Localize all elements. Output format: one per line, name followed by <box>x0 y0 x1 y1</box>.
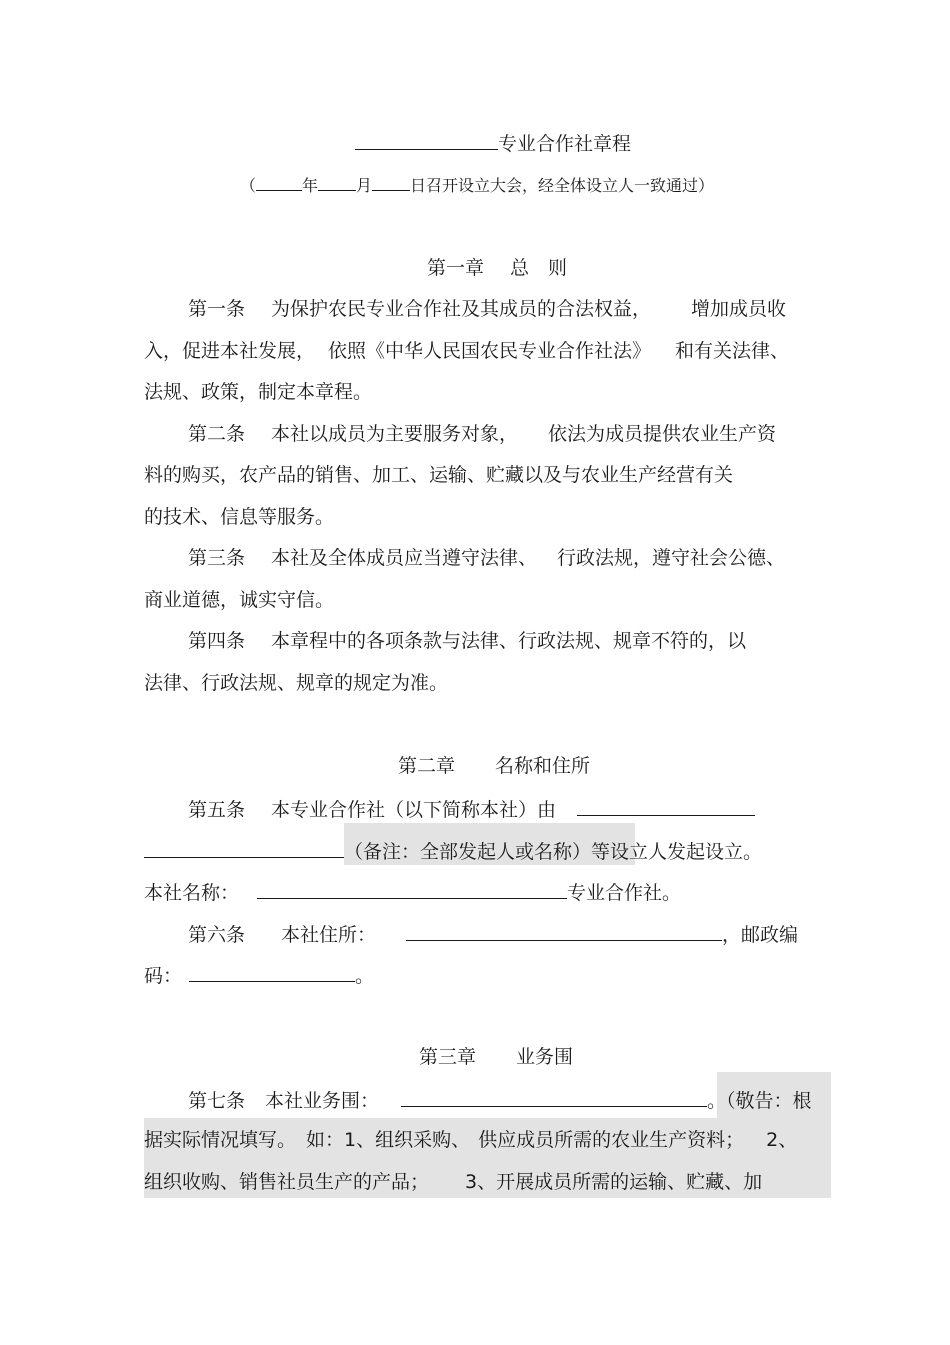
article-text: 组织收购、销售社员生产的产品； <box>144 1171 430 1193</box>
article-1-line-1 <box>188 297 786 321</box>
article-text: 2、 <box>766 1129 798 1151</box>
article-text: 如：1、组织采购、 <box>306 1129 471 1151</box>
article-text: 据实际情况填写。 <box>144 1129 297 1151</box>
name-suffix: 专业合作社。 <box>567 882 682 904</box>
address-field[interactable] <box>406 921 722 941</box>
article-text: 。 <box>355 965 375 987</box>
chapter-number: 第二章 <box>398 755 456 777</box>
article-text: 为保护农民专业合作社及其成员的合法权益， <box>271 298 652 320</box>
founder-blank-1[interactable] <box>577 796 755 816</box>
subtitle-month: 月 <box>356 176 373 195</box>
article-text: 依法为成员提供农业生产资 <box>548 423 777 445</box>
article-7-line-3 <box>144 1170 762 1194</box>
chapter-3-heading <box>419 1045 573 1069</box>
founder-blank-2[interactable] <box>144 838 344 858</box>
month-blank <box>318 174 356 191</box>
year-blank <box>256 174 302 191</box>
article-text: 料的购买，农产品的销售、加工、运输、贮藏以及与农业生产经营有关 <box>144 464 734 486</box>
article-label: 第六条 <box>188 924 246 946</box>
day-blank <box>372 174 410 191</box>
cooperative-name-field[interactable] <box>257 879 567 899</box>
chapter-number: 第一章 <box>427 257 485 279</box>
document-title <box>355 130 631 156</box>
chapter-2-heading <box>398 754 590 778</box>
article-5-line-2 <box>144 838 762 864</box>
subtitle-year: 年 <box>302 176 319 195</box>
article-5-line-1 <box>188 796 755 822</box>
subtitle-rest: 日召开设立大会，经全体设立人一致通过） <box>410 176 715 195</box>
chapter-1-heading <box>427 256 567 280</box>
article-label: 第五条 <box>188 799 246 821</box>
document-subtitle <box>240 174 714 198</box>
article-text: 法规、政策，制定本章程。 <box>144 381 373 403</box>
article-text: 等设立人发起设立。 <box>591 841 763 863</box>
article-text: 和有关法律、 <box>675 340 790 362</box>
article-2-line-1 <box>188 422 776 446</box>
article-4-line-2 <box>144 671 448 695</box>
article-2-line-2 <box>144 463 733 487</box>
article-text: 行政法规，遵守社会公德、 <box>557 547 786 569</box>
article-text: 本社业务围： <box>265 1090 380 1112</box>
chapter-name: 业务围 <box>516 1046 574 1068</box>
article-text: 法律、行政法规、规章的规定为准。 <box>144 672 449 694</box>
article-text: 商业道德，诚实守信。 <box>144 589 335 611</box>
article-text: 本社及全体成员应当遵守法律、 <box>271 547 538 569</box>
article-text: 本社以成员为主要服务对象， <box>271 423 519 445</box>
article-label: 第七条 <box>188 1090 246 1112</box>
article-text: ，邮政编 <box>722 924 799 946</box>
article-label: 第三条 <box>188 547 246 569</box>
cooperative-name-blank <box>355 130 498 150</box>
business-scope-field[interactable] <box>401 1087 707 1107</box>
article-6-line-1 <box>188 921 798 947</box>
article-text: 。（敬告：根 <box>707 1090 812 1112</box>
article-text: 的技术、信息等服务。 <box>144 506 335 528</box>
title-text: 专业合作社章程 <box>498 133 632 155</box>
article-1-line-2 <box>144 339 789 363</box>
article-text: 本章程中的各项条款与法律、行政法规、规章不符的，以 <box>271 630 747 652</box>
article-text: 本社住所： <box>281 924 377 946</box>
article-text: 增加成员收 <box>691 298 787 320</box>
article-3-line-1 <box>188 546 785 570</box>
article-label: 第一条 <box>188 298 246 320</box>
article-1-line-3 <box>144 380 372 404</box>
chapter-name: 总 则 <box>510 257 568 279</box>
chapter-number: 第三章 <box>419 1046 477 1068</box>
article-7-line-1 <box>188 1087 812 1113</box>
article-6-line-2 <box>144 962 374 988</box>
article-4-line-1 <box>188 629 746 653</box>
article-5-line-3 <box>144 879 681 905</box>
article-label: 第四条 <box>188 630 246 652</box>
postcode-field[interactable] <box>189 962 355 982</box>
article-text: 3、开展成员所需的运输、贮藏、加 <box>465 1171 763 1193</box>
article-text: 依照《中华人民国农民专业合作社法》 <box>328 340 652 362</box>
chapter-name: 名称和住所 <box>495 755 591 777</box>
founder-note: （备注：全部发起人或名称） <box>344 841 592 863</box>
article-3-line-2 <box>144 588 334 612</box>
article-text: 入，促进本社发展， <box>144 340 316 362</box>
subtitle-open: （ <box>240 176 257 195</box>
article-label: 第二条 <box>188 423 246 445</box>
name-label: 本社名称： <box>144 882 240 904</box>
article-text: 供应成员所需的农业生产资料； <box>478 1129 745 1151</box>
postcode-label: 码： <box>144 965 183 987</box>
article-2-line-3 <box>144 505 334 529</box>
article-text: 本专业合作社（以下简称本社）由 <box>271 799 557 821</box>
article-7-line-2 <box>144 1128 797 1152</box>
